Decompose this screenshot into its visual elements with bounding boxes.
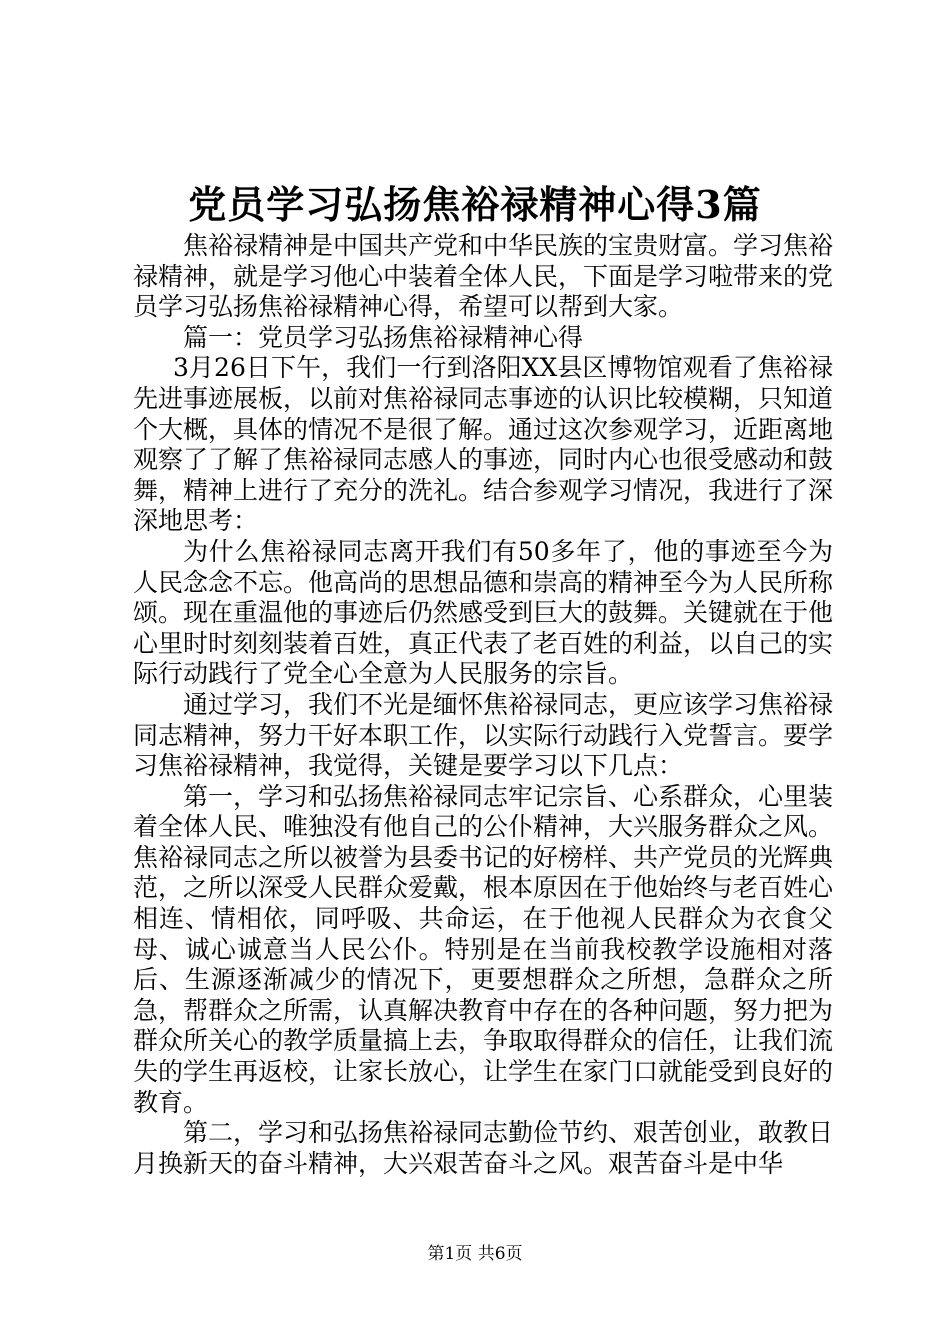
intro-paragraph: 焦裕禄精神是中国共产党和中华民族的宝贵财富。学习焦裕禄精神，就是学习他心中装着全体人民，下面是学习啦带来的党员学习弘扬焦裕禄精神心得，希望可以帮到大家。 xyxy=(133,231,834,322)
document-title: 党员学习弘扬焦裕禄精神心得3篇 xyxy=(188,182,762,227)
body-paragraph: 为什么焦裕禄同志离开我们有50多年了，他的事迹至今为人民念念不忘。他高尚的思想品德和崇高的精神至今为人民所称颂。现在重温他的事迹后仍然感受到巨大的鼓舞。关键就在于他心里时时刻刻装着百姓，真正代表了老百姓的利益，以自己的实际行动践行了党全心全意为人民服务的宗旨。 xyxy=(133,536,834,689)
body-paragraph: 通过学习，我们不光是缅怀焦裕禄同志，更应该学习焦裕禄同志精神，努力干好本职工作，以实际行动践行入党誓言。要学习焦裕禄精神，我觉得，关键是要学习以下几点： xyxy=(133,689,834,781)
body-paragraph: 第二，学习和弘扬焦裕禄同志勤俭节约、艰苦创业，敢教日月换新天的奋斗精神，大兴艰苦奋斗之风。艰苦奋斗是中华 xyxy=(133,1118,834,1178)
section-heading: 篇一：党员学习弘扬焦裕禄精神心得 xyxy=(183,322,584,352)
document-body xyxy=(133,231,833,1179)
body-paragraph: 3月26日下午，我们一行到洛阳XX县区博物馆观看了焦裕禄先进事迹展板，以前对焦裕禄同志事迹的认识比较模糊，只知道个大概，具体的情况不是很了解。通过这次参观学习，近距离地观察了了解了焦裕禄同志感人的事迹，同时内心也很受感动和鼓舞，精神上进行了充分的洗礼。结合参观学习情况，我进行了深深地思考： xyxy=(133,353,834,536)
body-paragraph: 第一，学习和弘扬焦裕禄同志牢记宗旨、心系群众，心里装着全体人民、唯独没有他自己的公仆精神，大兴服务群众之风。焦裕禄同志之所以被誉为县委书记的好榜样、共产党员的光辉典范，之所以深受人民群众爱戴，根本原因在于他始终与老百姓心相连、情相依，同呼吸、共命运，在于他视人民群众为衣食父母、诚心诚意当人民公仆。特别是在当前我校教学设施相对落后、生源逐渐减少的情况下，更要想群众之所想，急群众之所急，帮群众之所需，认真解决教育中存在的各种问题，努力把为群众所关心的教学质量搞上去，争取取得群众的信任，让我们流失的学生再返校，让家长放心，让学生在家门口就能受到良好的教育。 xyxy=(133,781,834,1117)
page-number-footer: 第1页 共6页 xyxy=(427,1244,523,1264)
